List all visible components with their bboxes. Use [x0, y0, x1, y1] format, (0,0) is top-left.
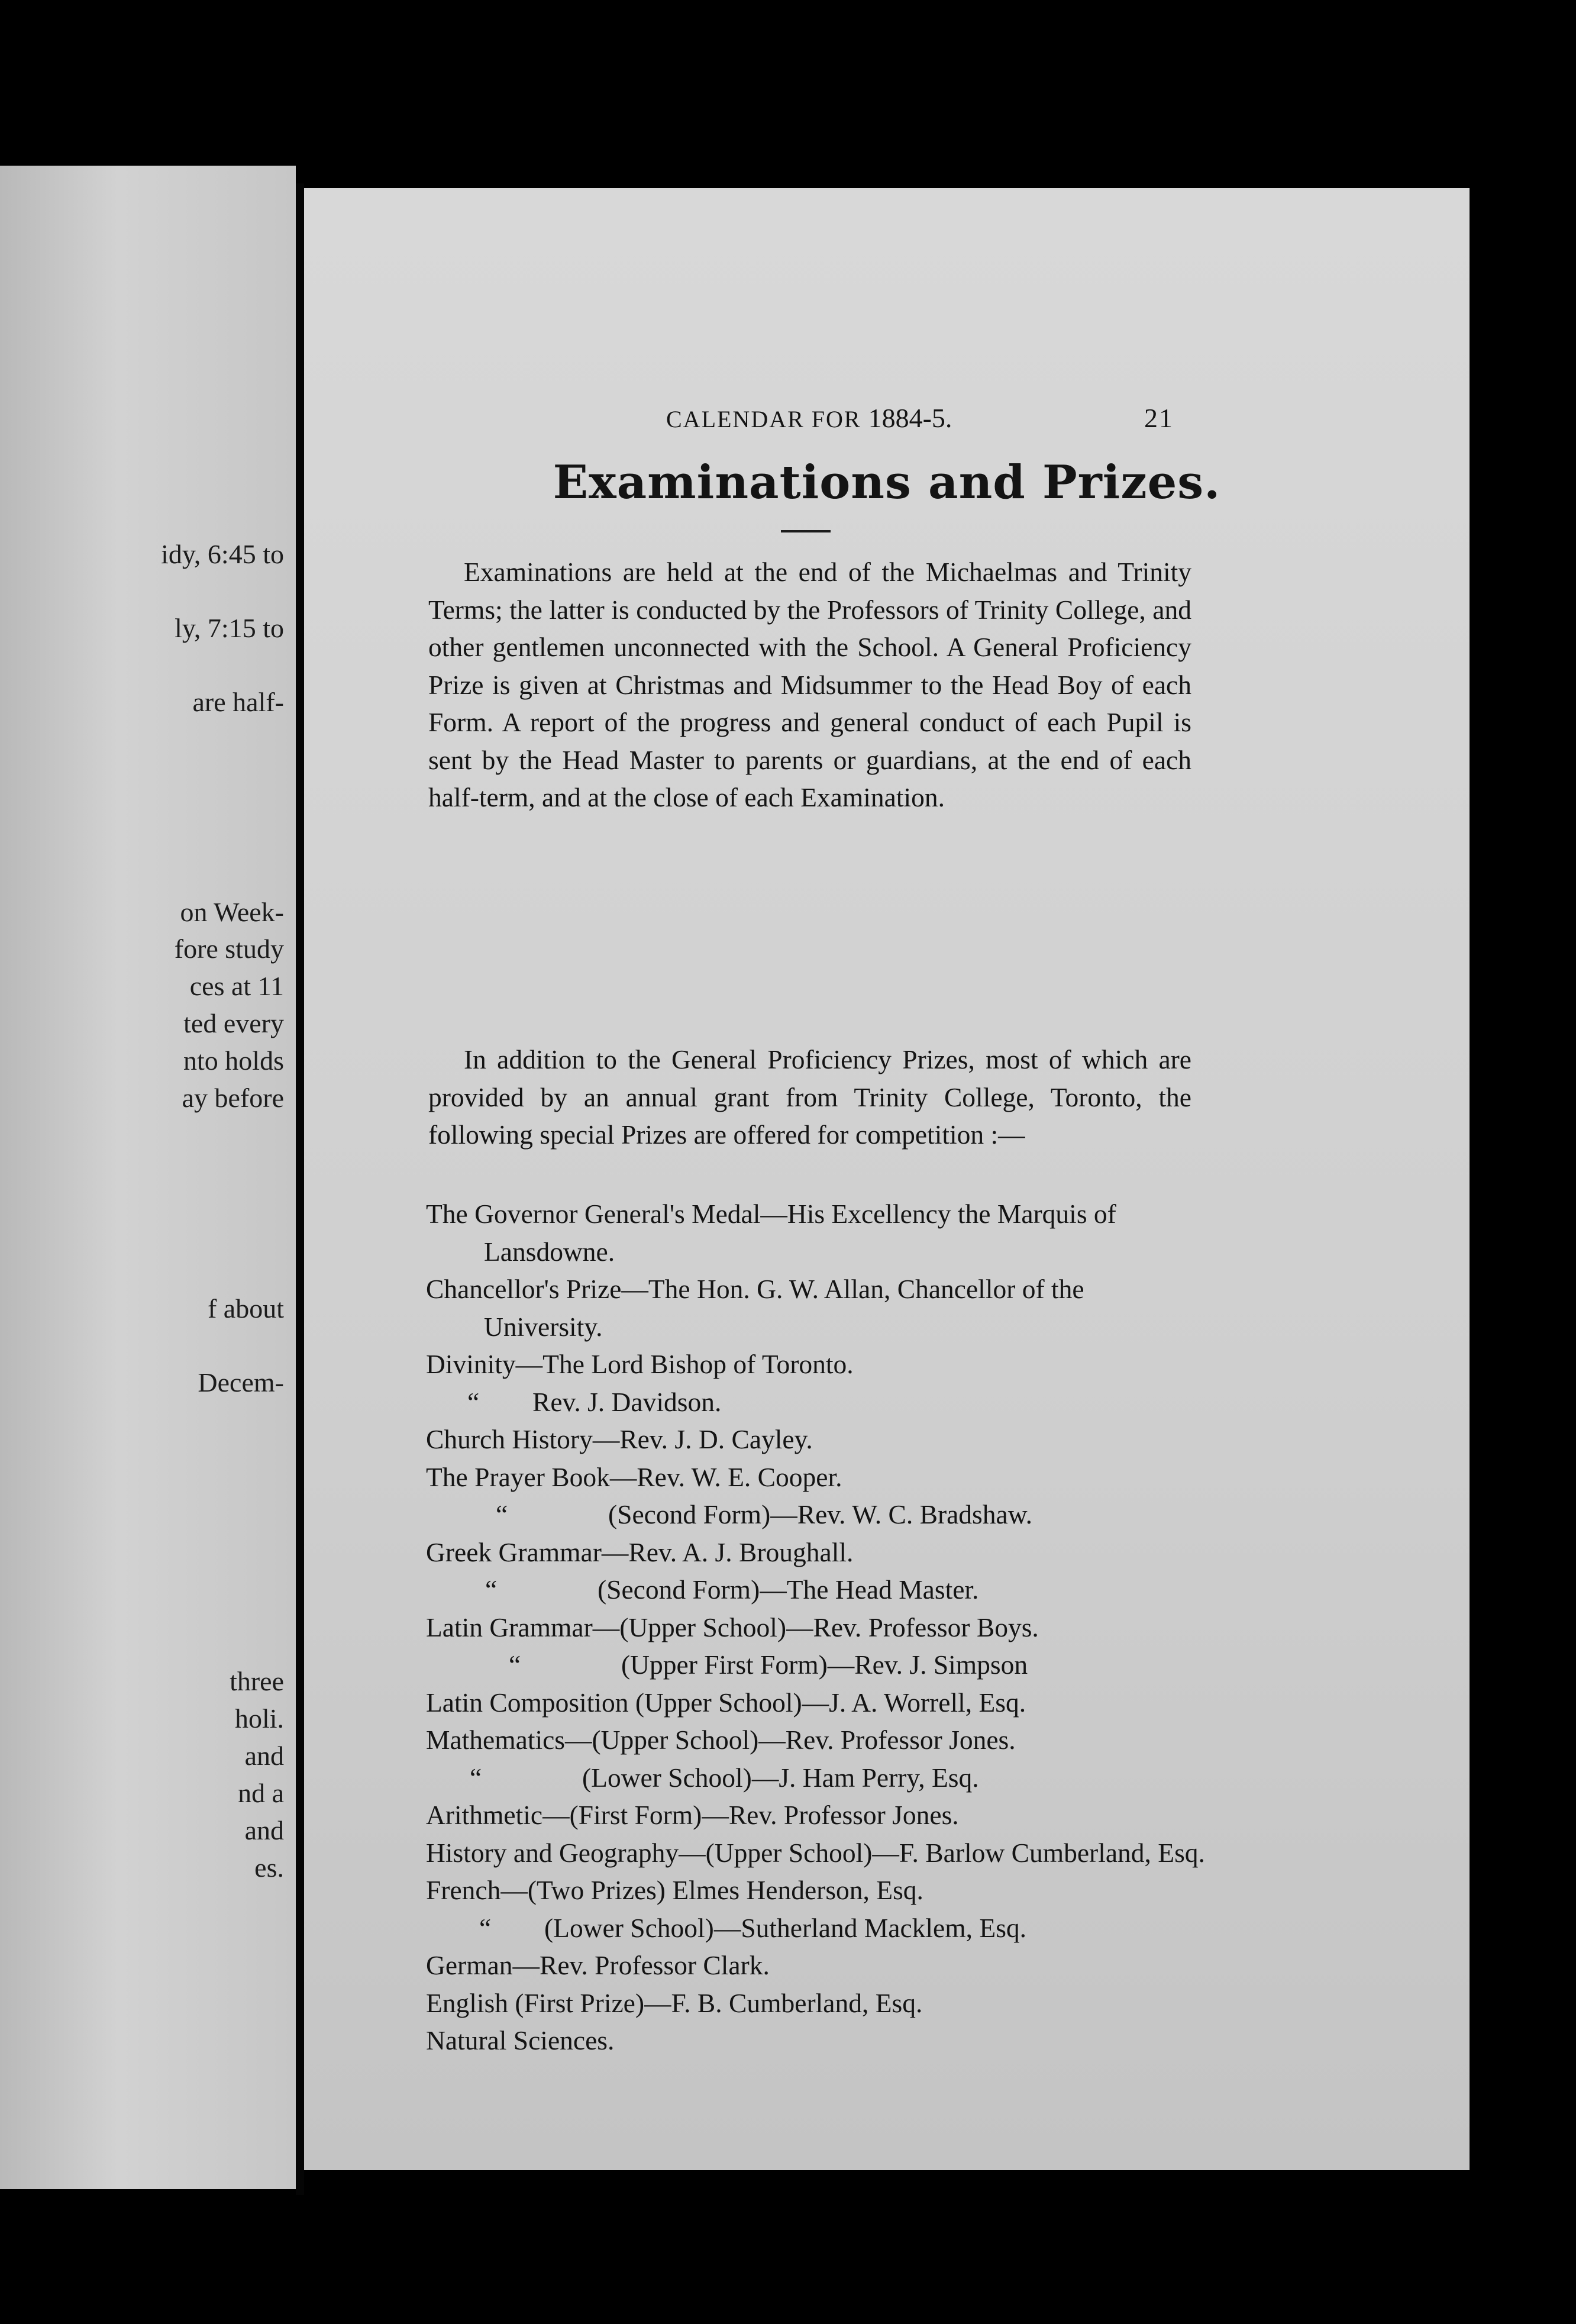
left-page-line: ly, 7:15 to: [175, 613, 284, 643]
prize-entry: [426, 1195, 1207, 1270]
prize-entry: [426, 1571, 1207, 1609]
ditto-mark: “: [509, 1650, 521, 1680]
left-page-line: ces at 11: [189, 971, 284, 1001]
ditto-mark: “: [470, 1762, 482, 1793]
prize-entry: [426, 1796, 1207, 1834]
running-title: [666, 402, 952, 434]
prize-entry: [426, 1721, 1207, 1759]
book-gutter: [296, 183, 304, 2195]
prize-entry-text: (Second Form)—The Head Master.: [598, 1574, 979, 1605]
prize-entry: [426, 1984, 1207, 2022]
paragraph-examinations: Examinations are held at the end of the Michaelmas and Trinity Terms; the latter is conducted by the Professors of Trinity College, and other gentlemen unconnected with the School. A General Proficiency Prize is given at Christmas and Midsummer to the Head Boy of each Form. A report of the progress and general conduct of each Pupil is sent by the Head Master to parents or guardians, at the end of each half-term, and at the close of each Examination.: [428, 557, 1191, 812]
page: [304, 188, 1470, 2170]
left-page-line: and: [244, 1815, 284, 1845]
left-page-line: nto holds: [183, 1045, 284, 1076]
prize-entry-text: (Upper First Form)—Rev. J. Simpson: [621, 1650, 1028, 1680]
prize-entry-text: Latin Grammar—(Upper School)—Rev. Professor Boys.: [426, 1612, 1039, 1642]
ditto-mark: “: [467, 1386, 480, 1417]
running-title-year: 1884-5.: [868, 403, 952, 433]
prize-entry-text: French—(Two Prizes) Elmes Henderson, Esq.: [426, 1875, 923, 1905]
prize-entry-text: Latin Composition (Upper School)—J. A. Worrell, Esq.: [426, 1687, 1026, 1718]
prize-entry: [426, 1646, 1207, 1684]
prize-entry: [426, 2022, 1207, 2060]
running-title-text: CALENDAR FOR: [666, 406, 861, 432]
prize-entry: [426, 1421, 1207, 1458]
left-page-line: ted every: [183, 1008, 284, 1038]
left-page-line: and: [244, 1741, 284, 1771]
page-number: 21: [1144, 403, 1174, 433]
prize-entry-text: English (First Prize)—F. B. Cumberland, Esq.: [426, 1987, 923, 2018]
prize-entry-text: Church History—Rev. J. D. Cayley.: [426, 1424, 813, 1454]
left-page-line: are half-: [192, 687, 284, 717]
prize-entry: [426, 1270, 1207, 1345]
prize-entry-text: The Governor General's Medal—His Excellency the Marquis of Lansdowne.: [426, 1199, 1116, 1267]
left-page-line: ay before: [182, 1083, 284, 1113]
prize-entry-text: Divinity—The Lord Bishop of Toronto.: [426, 1349, 854, 1379]
ditto-mark: “: [479, 1912, 492, 1943]
left-page-line: f about: [207, 1293, 284, 1324]
prize-entry: [426, 1871, 1207, 1909]
section-title: Examinations and Prizes.: [553, 456, 1221, 509]
prize-entry-text: History and Geography—(Upper School)—F. Barlow Cumberland, Esq.: [426, 1837, 1205, 1868]
prize-entry: [426, 1609, 1207, 1647]
prize-entry: [426, 1383, 1207, 1421]
prize-entry: [426, 1947, 1207, 1984]
prize-entry-text: (Second Form)—Rev. W. C. Bradshaw.: [608, 1499, 1032, 1529]
prize-entry-text: Rev. J. Davidson.: [532, 1386, 722, 1417]
ditto-mark: “: [496, 1499, 508, 1529]
prize-entry: [426, 1834, 1207, 1872]
prize-entry-text: Arithmetic—(First Form)—Rev. Professor Jones.: [426, 1800, 959, 1830]
previous-page-fragment: [0, 166, 296, 2189]
prize-entry: [426, 1534, 1207, 1571]
prize-entry-text: Chancellor's Prize—The Hon. G. W. Allan, Chancellor of the University.: [426, 1274, 1084, 1342]
left-page-line: fore study: [174, 934, 284, 964]
prize-entry-text: The Prayer Book—Rev. W. E. Cooper.: [426, 1461, 842, 1492]
prize-entry: [426, 1496, 1207, 1534]
prize-entry-text: Natural Sciences.: [426, 2025, 615, 2055]
left-page-line: nd a: [238, 1778, 284, 1808]
left-page-line: on Week-: [180, 897, 284, 927]
left-page-line: idy, 6:45 to: [161, 539, 284, 569]
prize-list: [426, 1195, 1207, 2060]
prize-entry-text: Mathematics—(Upper School)—Rev. Professor Jones.: [426, 1725, 1016, 1755]
prize-entry: [426, 1458, 1207, 1496]
prize-entry-text: Greek Grammar—Rev. A. J. Broughall.: [426, 1537, 854, 1567]
paragraph-prizes-intro: In addition to the General Proficiency Prizes, most of which are provided by an annual grant from Trinity College, Toronto, the following special Prizes are offered for competition :—: [428, 1044, 1191, 1150]
prize-entry-text: (Lower School)—Sutherland Macklem, Esq.: [544, 1912, 1027, 1943]
title-rule: [781, 530, 831, 532]
prize-entry-text: German—Rev. Professor Clark.: [426, 1950, 770, 1980]
left-page-line: es.: [254, 1852, 284, 1883]
ditto-mark: “: [485, 1574, 498, 1605]
prize-entry: [426, 1345, 1207, 1383]
prize-entry: [426, 1684, 1207, 1722]
left-page-line: holi.: [234, 1703, 284, 1734]
left-page-line: Decem-: [198, 1367, 284, 1397]
prize-entry: [426, 1909, 1207, 1947]
prize-entry-text: (Lower School)—J. Ham Perry, Esq.: [582, 1762, 979, 1793]
left-page-line: three: [230, 1666, 284, 1696]
prize-entry: [426, 1759, 1207, 1797]
